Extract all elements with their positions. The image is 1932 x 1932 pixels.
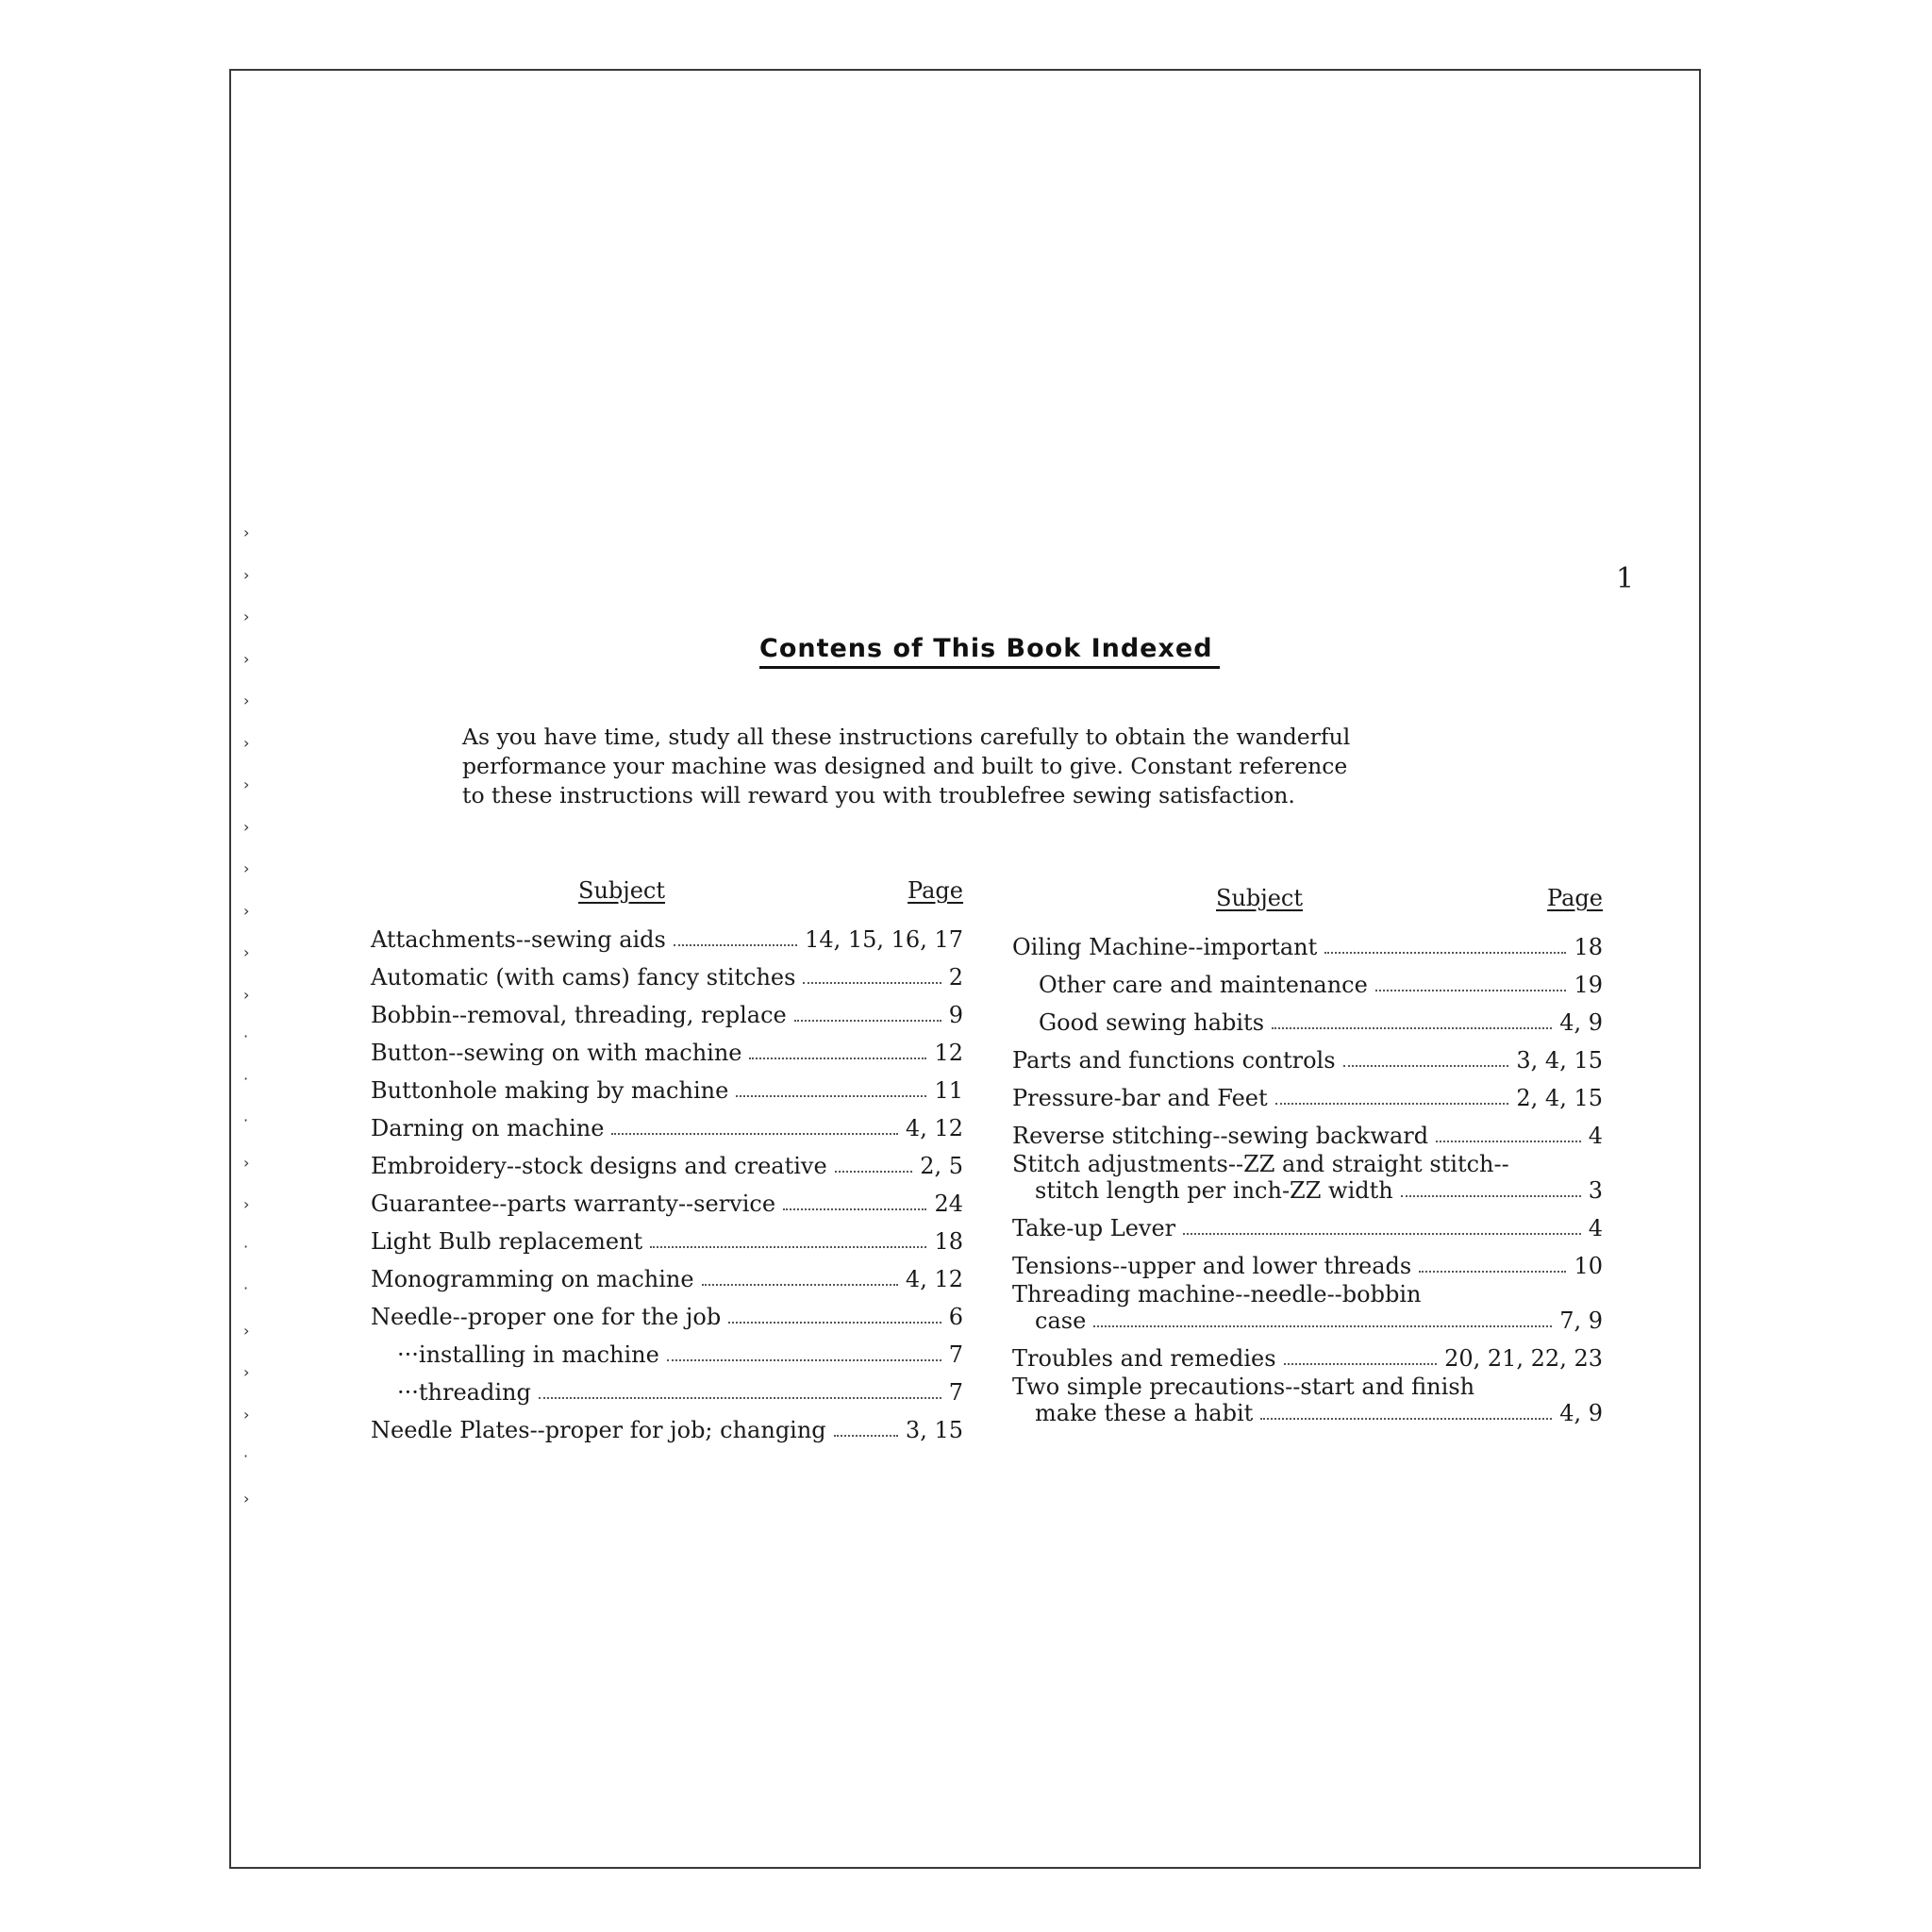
margin-mark: · <box>243 1447 249 1465</box>
dot-leader <box>794 1020 941 1022</box>
index-entry <box>1012 1204 1603 1241</box>
margin-mark: › <box>243 859 250 877</box>
intro-line: As you have time, study all these instructions carefully to obtain the wanderful <box>462 724 1351 750</box>
entry-subject: Other care and maintenance <box>1039 972 1368 998</box>
dot-leader <box>1272 1027 1552 1029</box>
margin-mark: › <box>243 817 250 836</box>
intro-line: performance your machine was designed and built to give. Constant reference <box>462 753 1348 779</box>
entry-subject-continued: case <box>1035 1307 1087 1334</box>
dot-leader <box>783 1208 926 1210</box>
entry-pages: 18 <box>1574 934 1603 960</box>
dot-leader <box>835 1171 913 1173</box>
index-entry <box>371 1406 963 1443</box>
index-entry <box>371 1141 963 1179</box>
index-entry <box>1012 1074 1603 1111</box>
index-entry-multiline <box>1012 1279 1603 1334</box>
margin-mark: › <box>243 1363 250 1381</box>
margin-mark: › <box>243 649 250 668</box>
margin-mark: › <box>243 1489 250 1507</box>
entry-pages: 2, 5 <box>920 1153 963 1179</box>
index-entry <box>1012 960 1603 998</box>
margin-mark: · <box>243 1027 249 1045</box>
index-entry <box>371 1179 963 1217</box>
entry-subject: Troubles and remedies <box>1012 1345 1276 1372</box>
index-entry <box>371 991 963 1028</box>
entry-pages: 7 <box>948 1341 963 1368</box>
page-header: Page <box>908 877 963 904</box>
index-entry <box>371 953 963 991</box>
dot-leader <box>834 1435 898 1437</box>
entry-subject: Monogramming on machine <box>371 1266 694 1292</box>
margin-mark: › <box>243 1405 250 1424</box>
column-header <box>371 877 963 915</box>
entry-pages: 18 <box>934 1228 963 1255</box>
margin-mark: · <box>243 1237 249 1256</box>
entry-subject: Needle Plates--proper for job; changing <box>371 1417 826 1443</box>
dot-leader <box>1375 990 1567 991</box>
entry-subject-continued: stitch length per inch-ZZ width <box>1035 1177 1393 1204</box>
entry-pages: 9 <box>948 1002 963 1028</box>
entry-subject: Bobbin--removal, threading, replace <box>371 1002 787 1028</box>
entry-subject: Tensions--upper and lower threads <box>1012 1253 1412 1279</box>
index-entry-multiline <box>1012 1149 1603 1204</box>
margin-mark: › <box>243 733 250 752</box>
index-entry <box>1012 1036 1603 1074</box>
dot-leader <box>736 1095 926 1097</box>
index-entry <box>1012 1241 1603 1279</box>
entry-pages: 6 <box>948 1304 963 1330</box>
entry-pages: 10 <box>1574 1253 1603 1279</box>
margin-mark: › <box>243 1153 250 1172</box>
entry-pages: 24 <box>934 1191 963 1217</box>
dot-leader <box>650 1246 926 1248</box>
dot-leader <box>667 1359 941 1361</box>
index-entry <box>371 1292 963 1330</box>
index-entry <box>1012 1334 1603 1372</box>
entry-subject: Button--sewing on with machine <box>371 1040 742 1066</box>
index-entry <box>371 1066 963 1104</box>
dot-leader <box>1343 1065 1509 1067</box>
entry-subject: Reverse stitching--sewing backward <box>1012 1123 1429 1149</box>
entry-subject: Automatic (with cams) fancy stitches <box>371 964 796 991</box>
entry-pages: 2, 4, 15 <box>1516 1085 1603 1111</box>
entry-subject: Needle--proper one for the job <box>371 1304 722 1330</box>
dot-leader <box>1436 1141 1581 1142</box>
dot-leader <box>749 1058 926 1059</box>
intro-line: to these instructions will reward you with troublefree sewing satisfaction. <box>462 782 1295 808</box>
subject-header: Subject <box>578 877 665 904</box>
index-entry <box>1012 998 1603 1036</box>
dot-leader <box>539 1397 941 1399</box>
entry-subject: ···threading <box>397 1379 531 1406</box>
dot-leader <box>702 1284 898 1286</box>
entry-pages: 11 <box>934 1077 963 1104</box>
dot-leader <box>1260 1418 1552 1420</box>
index-column-right <box>1012 885 1603 1426</box>
index-entry-multiline <box>1012 1372 1603 1426</box>
entry-subject: Oiling Machine--important <box>1012 934 1318 960</box>
margin-mark: › <box>243 524 250 541</box>
entry-subject: Good sewing habits <box>1039 1009 1265 1036</box>
margin-mark: · <box>243 1069 249 1088</box>
entry-subject: Light Bulb replacement <box>371 1228 643 1255</box>
margin-mark: › <box>243 985 250 1004</box>
entry-subject-continued: make these a habit <box>1035 1400 1254 1426</box>
entry-pages: 12 <box>934 1040 963 1066</box>
margin-mark: › <box>243 608 250 625</box>
entry-subject: Guarantee--parts warranty--service <box>371 1191 776 1217</box>
dot-leader <box>728 1322 941 1324</box>
index-entry <box>371 915 963 953</box>
index-entry <box>1012 923 1603 960</box>
dot-leader <box>803 982 941 984</box>
page-number: 1 <box>1616 562 1635 595</box>
entry-subject: Attachments--sewing aids <box>371 926 666 953</box>
margin-mark: · <box>243 1111 249 1129</box>
entry-subject: Buttonhole making by machine <box>371 1077 729 1104</box>
entry-subject: ···installing in machine <box>397 1341 659 1368</box>
dot-leader <box>611 1133 897 1135</box>
index-column-left <box>371 877 963 1443</box>
dot-leader <box>1419 1271 1566 1273</box>
dot-leader <box>1275 1103 1509 1105</box>
entry-pages: 4 <box>1588 1123 1603 1149</box>
index-entry <box>371 1217 963 1255</box>
index-entry <box>371 1368 963 1406</box>
entry-subject: Pressure-bar and Feet <box>1012 1085 1268 1111</box>
index-entry <box>371 1104 963 1141</box>
entry-subject: Stitch adjustments--ZZ and straight stitch-- <box>1012 1151 1509 1177</box>
index-entry <box>371 1028 963 1066</box>
dot-leader <box>1401 1195 1581 1197</box>
entry-pages: 4, 9 <box>1559 1400 1603 1426</box>
entry-pages: 14, 15, 16, 17 <box>805 926 963 953</box>
margin-mark: › <box>243 775 250 793</box>
entry-pages: 4, 12 <box>905 1266 963 1292</box>
entry-pages: 4, 9 <box>1559 1009 1603 1036</box>
margin-marks <box>243 524 262 1531</box>
margin-mark: · <box>243 1279 249 1297</box>
dot-leader <box>674 944 797 946</box>
page-header: Page <box>1547 885 1603 911</box>
margin-mark: › <box>243 691 250 709</box>
dot-leader <box>1324 952 1566 954</box>
column-header <box>1012 885 1603 923</box>
dot-leader <box>1284 1363 1438 1365</box>
page-title: Contens of This Book Indexed <box>759 634 1220 669</box>
entry-subject: Threading machine--needle--bobbin <box>1012 1281 1422 1307</box>
index-entry <box>1012 1111 1603 1149</box>
margin-mark: › <box>243 565 250 584</box>
entry-pages: 3, 4, 15 <box>1516 1047 1603 1074</box>
entry-pages: 2 <box>948 964 963 991</box>
margin-mark: › <box>243 943 250 961</box>
entry-pages: 7 <box>948 1379 963 1406</box>
entry-pages: 19 <box>1574 972 1603 998</box>
entry-pages: 20, 21, 22, 23 <box>1444 1345 1603 1372</box>
entry-pages: 7, 9 <box>1559 1307 1603 1334</box>
entry-pages: 4 <box>1588 1215 1603 1241</box>
entry-subject: Take-up Lever <box>1012 1215 1176 1241</box>
index-entry <box>371 1330 963 1368</box>
dot-leader <box>1093 1325 1552 1327</box>
index-entry <box>371 1255 963 1292</box>
entry-subject: Darning on machine <box>371 1115 605 1141</box>
dot-leader <box>1183 1233 1581 1235</box>
margin-mark: › <box>243 1321 250 1340</box>
entry-pages: 3 <box>1588 1177 1603 1204</box>
intro-paragraph <box>462 723 1528 810</box>
subject-header: Subject <box>1216 885 1303 911</box>
entry-subject: Two simple precautions--start and finish <box>1012 1374 1475 1400</box>
margin-mark: › <box>243 901 250 920</box>
entry-pages: 4, 12 <box>905 1115 963 1141</box>
entry-subject: Parts and functions controls <box>1012 1047 1336 1074</box>
entry-subject: Embroidery--stock designs and creative <box>371 1153 827 1179</box>
entry-pages: 3, 15 <box>905 1417 963 1443</box>
margin-mark: › <box>243 1195 250 1213</box>
